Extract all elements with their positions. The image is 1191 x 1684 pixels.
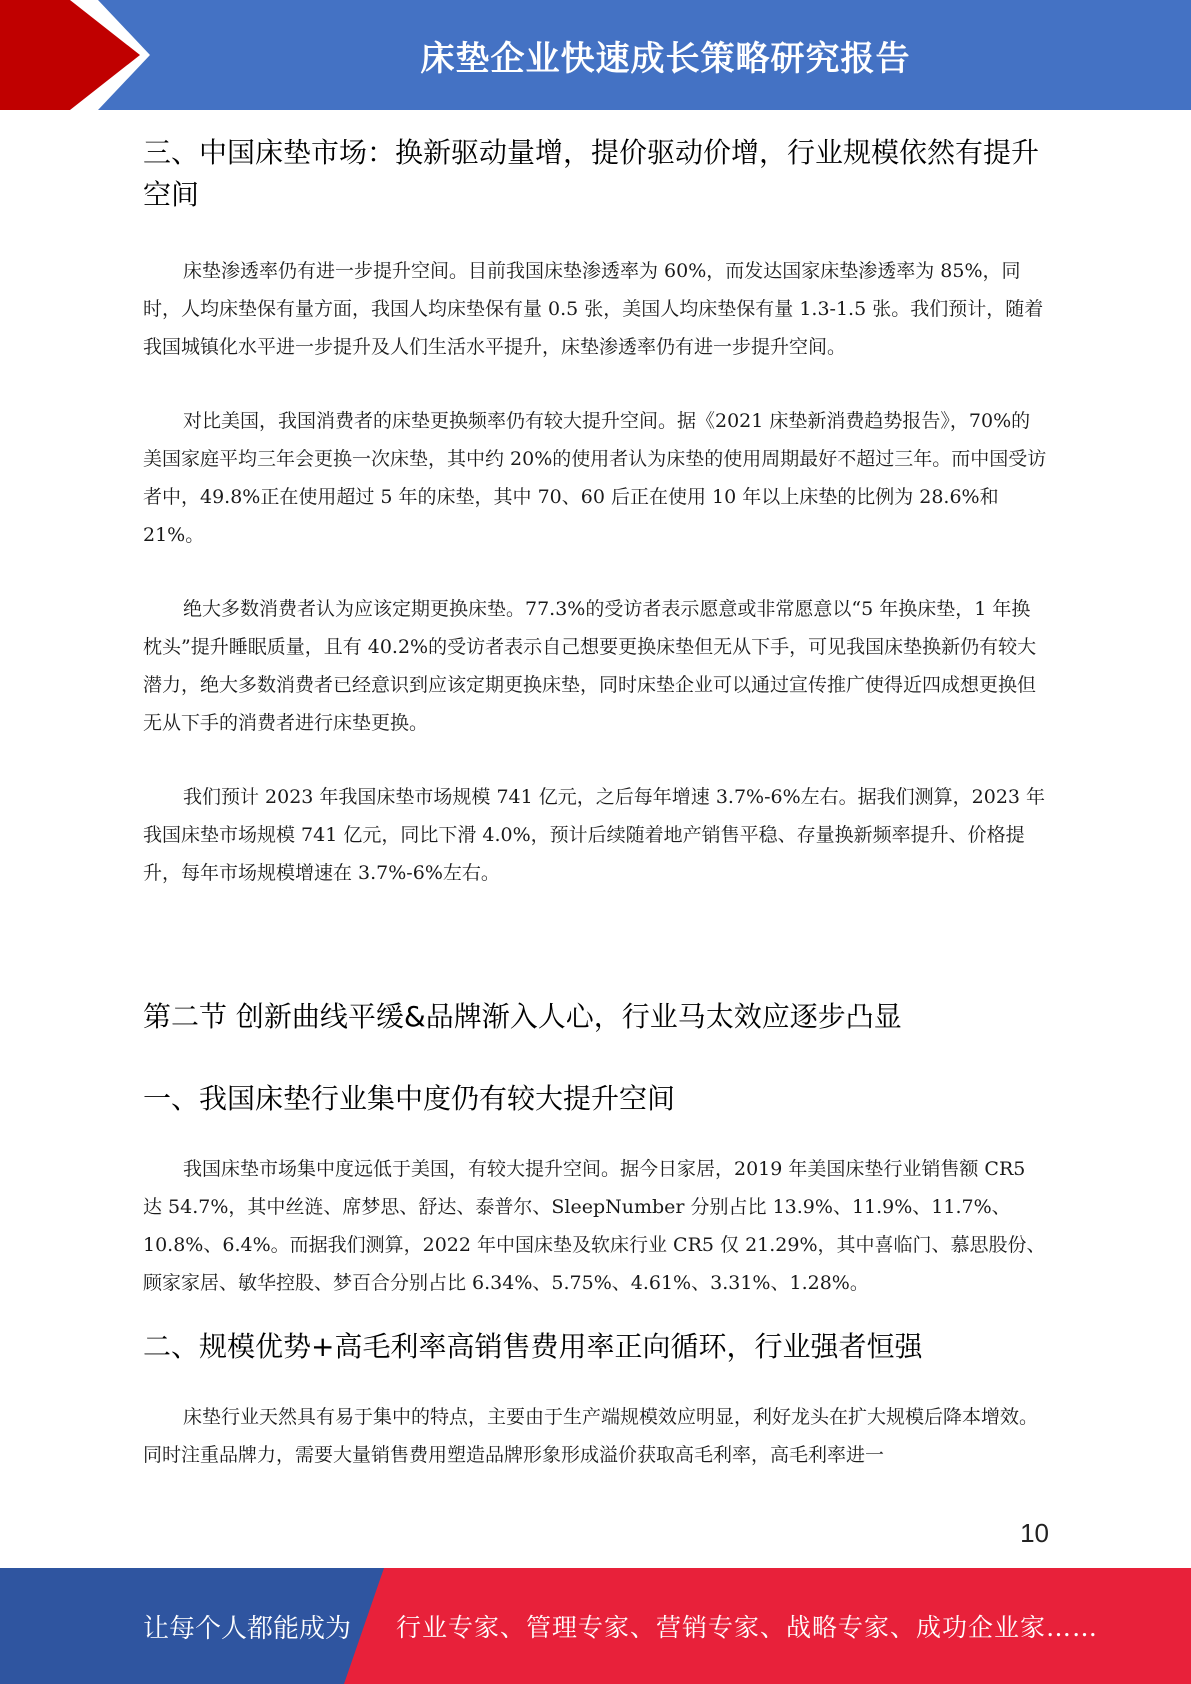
page-number: 10: [1020, 1518, 1049, 1548]
footer-banner: [0, 1568, 1191, 1684]
footer-slogan-right: 行业专家、管理专家、营销专家、战略专家、成功企业家……: [396, 1613, 1099, 1642]
paragraph-concentration: 我国床垫市场集中度远低于美国，有较大提升空间。据今日家居，2019 年美国床垫行业销售额 CR5 达 54.7%，其中丝涟、席梦思、舒达、泰普尔、SleepNumber 分别占比 13.9%、11.9%、11.7%、10.8%、6.4%。而据我们测算，2022 年中国床垫及软床行业 CR5 仅 21.29%，其中喜临门、慕思股份、顾家家居、敏华控股、梦百合分别占比 6.34%、5.75%、4.61%、3.31%、1.28%。: [143, 1158, 1046, 1294]
header-banner: [0, 0, 1191, 110]
paragraph-replacement-frequency: 对比美国，我国消费者的床垫更换频率仍有较大提升空间。据《2021 床垫新消费趋势报告》，70%的美国家庭平均三年会更换一次床垫，其中约 20%的使用者认为床垫的使用周期最好不超过三年。而中国受访者中，49.8%正在使用超过 5 年的床垫，其中 70、60 后正在使用 10 年以上床垫的比例为 28.6%和 21%。: [143, 410, 1047, 546]
chapter-heading: 第二节 创新曲线平缓&品牌渐入人心，行业马太效应逐步凸显: [143, 1000, 902, 1033]
paragraph-market-size: 我们预计 2023 年我国床垫市场规模 741 亿元，之后每年增速 3.7%-6%左右。据我们测算，2023 年我国床垫市场规模 741 亿元，同比下滑 4.0%，预计后续随着地产销售平稳、存量换新频率提升、价格提升，每年市场规模增速在 3.7%-6%左右。: [143, 786, 1046, 884]
section-heading-market: 三、中国床垫市场：换新驱动量增，提价驱动价增，行业规模依然有提升空间: [143, 136, 1040, 211]
report-title: 床垫企业快速成长策略研究报告: [420, 38, 911, 79]
footer-slogan-left: 让每个人都能成为: [143, 1613, 352, 1644]
paragraph-penetration: 床垫渗透率仍有进一步提升空间。目前我国床垫渗透率为 60%，而发达国家床垫渗透率为 85%，同时，人均床垫保有量方面，我国人均床垫保有量 0.5 张，美国人均床垫保有量 1.3-1.5 张。我们预计，随着我国城镇化水平进一步提升及人们生活水平提升，床垫渗透率仍有进一步提升空间。: [143, 260, 1044, 358]
paragraph-consumer-awareness: 绝大多数消费者认为应该定期更换床垫。77.3%的受访者表示愿意或非常愿意以“5 年换床垫，1 年换枕头”提升睡眠质量，且有 40.2%的受访者表示自己想要更换床垫但无从下手，可见我国床垫换新仍有较大潜力，绝大多数消费者已经意识到应该定期更换床垫，同时床垫企业可以通过宣传推广使得近四成想更换但无从下手的消费者进行床垫更换。: [143, 598, 1037, 734]
subsection-heading-concentration: 一、我国床垫行业集中度仍有较大提升空间: [143, 1082, 676, 1115]
subsection-heading-scale: 二、规模优势+高毛利率高销售费用率正向循环，行业强者恒强: [143, 1330, 923, 1363]
chevron-arrow-icon: [0, 0, 160, 110]
paragraph-scale: 床垫行业天然具有易于集中的特点，主要由于生产端规模效应明显，利好龙头在扩大规模后降本增效。同时注重品牌力，需要大量销售费用塑造品牌形象形成溢价获取高毛利率，高毛利率进一: [143, 1406, 1039, 1466]
page-content: [143, 122, 1048, 1474]
